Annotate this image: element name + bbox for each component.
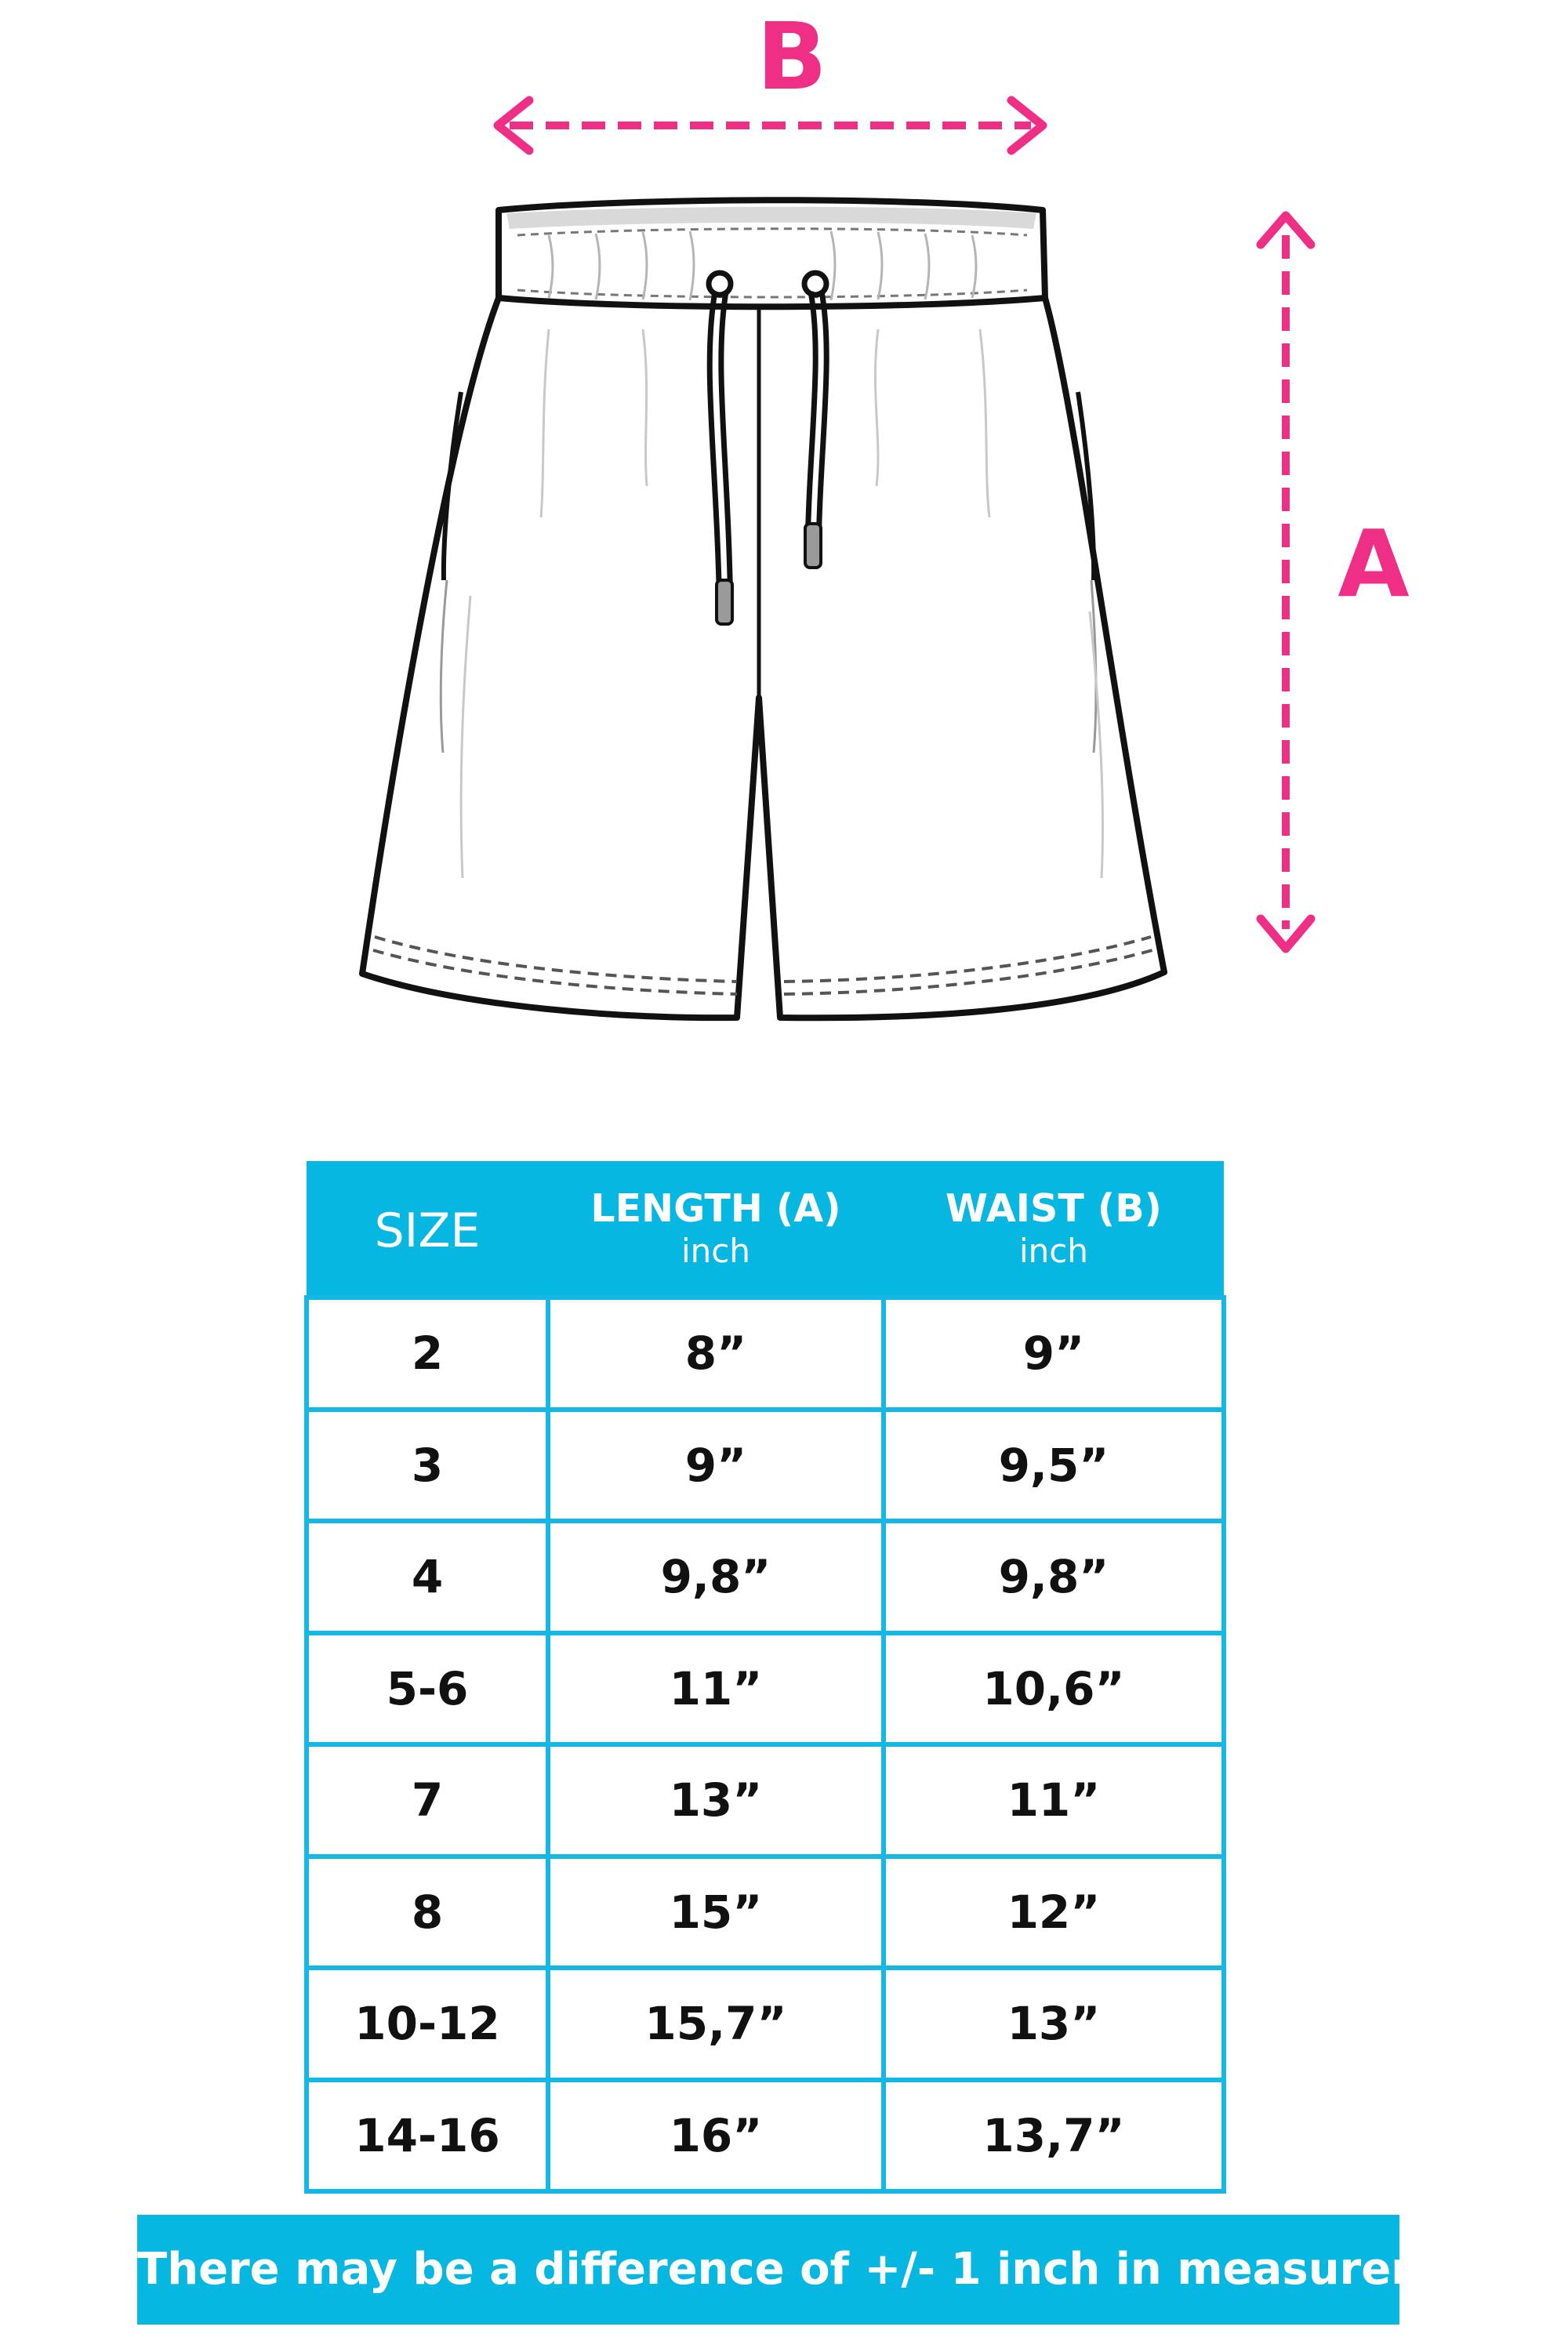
header-waist-label: WAIST (B): [946, 1185, 1162, 1231]
size-cell: 8: [307, 1857, 548, 1969]
length-cell: 9,8”: [548, 1521, 884, 1633]
header-length-label: LENGTH (A): [590, 1185, 841, 1231]
table-row: [307, 1968, 1224, 2080]
table-header-row: [307, 1161, 1224, 1298]
shorts-illustration: [0, 0, 1568, 1098]
length-cell: 11”: [548, 1633, 884, 1745]
length-cell: 8”: [548, 1298, 884, 1410]
length-cell: 16”: [548, 2080, 884, 2192]
size-table: [304, 1161, 1226, 2194]
length-cell: 9”: [548, 1410, 884, 1522]
shorts-body: [362, 298, 1164, 1018]
label-a: A: [1338, 510, 1410, 618]
waist-cell: 13,7”: [884, 2080, 1224, 2192]
waist-cell: 9,8”: [884, 1521, 1224, 1633]
length-cell: 15”: [548, 1857, 884, 1969]
header-length-unit: inch: [681, 1231, 750, 1270]
waist-cell: 9”: [884, 1298, 1224, 1410]
waistband: [499, 200, 1045, 307]
header-waist-unit: inch: [1019, 1231, 1088, 1270]
length-arrow: [1261, 216, 1311, 949]
table-row: [307, 1857, 1224, 1969]
waist-cell: 12”: [884, 1857, 1224, 1969]
waist-cell: 13”: [884, 1968, 1224, 2080]
length-cell: 15,7”: [548, 1968, 884, 2080]
size-cell: 2: [307, 1298, 548, 1410]
measurement-note: There may be a difference of +/- 1 inch in measurements: [137, 2215, 1399, 2325]
waist-cell: 11”: [884, 1744, 1224, 1857]
size-cell: 5-6: [307, 1633, 548, 1745]
size-cell: 14-16: [307, 2080, 548, 2192]
label-b: B: [757, 2, 827, 111]
size-cell: 7: [307, 1744, 548, 1857]
size-cell: 3: [307, 1410, 548, 1522]
waist-cell: 9,5”: [884, 1410, 1224, 1522]
table-row: [307, 1521, 1224, 1633]
header-size: SIZE: [307, 1161, 548, 1298]
header-length: [548, 1161, 884, 1298]
size-cell: 4: [307, 1521, 548, 1633]
table-row: [307, 2080, 1224, 2192]
table-row: [307, 1744, 1224, 1857]
table-row: [307, 1633, 1224, 1745]
length-cell: 13”: [548, 1744, 884, 1857]
table-row: [307, 1410, 1224, 1522]
waist-cell: 10,6”: [884, 1633, 1224, 1745]
header-waist: [884, 1161, 1224, 1298]
size-cell: 10-12: [307, 1968, 548, 2080]
table-row: [307, 1298, 1224, 1410]
